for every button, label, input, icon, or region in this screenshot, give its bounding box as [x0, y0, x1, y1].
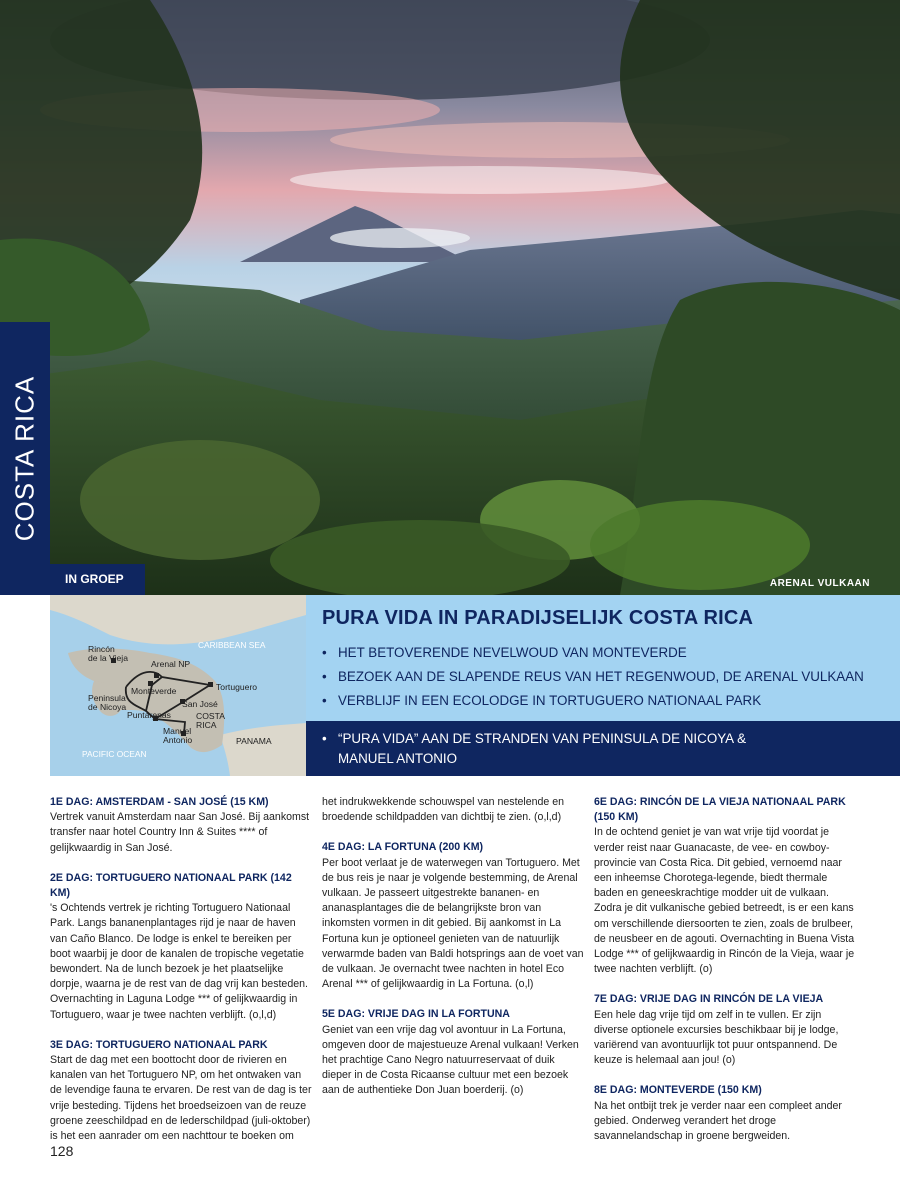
itinerary-day: [322, 840, 584, 992]
day-text: het indrukwekkende schouwspel van nestelende en broedende schildpadden van dichtbij te zien. (o,l,d): [322, 796, 565, 824]
map-label-arenal: Arenal NP: [151, 659, 191, 669]
highlight-item: • VERBLIJF IN EEN ECOLODGE IN TORTUGUERO NATIONAAL PARK: [322, 693, 762, 708]
map-label-sanjose: San José: [182, 699, 218, 709]
itinerary-day-continued: [322, 795, 584, 825]
day-title: 2E DAG: TORTUGUERO NATIONAAL PARK (142 KM): [50, 871, 292, 900]
day-title: 5E DAG: VRIJE DAG IN LA FORTUNA: [322, 1008, 510, 1021]
day-text: Geniet van een vrije dag vol avontuur in La Fortuna, omgeven door de majestueuze Arenal vulkaan! Verken het prachtige Cano Negro natuurreservaat of duik dieper in de Costa Ricaanse cultuur met een bezoek aan de authentieke Don Juan boerderij. (o): [322, 1023, 579, 1097]
map-label-rincon: Rincón de la Vieja: [88, 644, 128, 663]
day-text: Start de dag met een boottocht door de rivieren en kanalen van het Tortuguero NP, om het ontwaken van de levendige fauna te ervaren. De rest van de dag is ter vrije besteding. Tijdens het broedseizoen van de reuze groene zeeschildpad en de lederschildpad (juli-oktober) is het een aanrader om een nachttour te boeken om: [50, 1054, 312, 1143]
itinerary-day: [594, 992, 856, 1068]
map-label-tortuguero: Tortuguero: [216, 682, 258, 692]
map-label-monteverde: Monteverde: [131, 686, 177, 696]
map-label-caribbean: CARIBBEAN SEA: [198, 640, 266, 650]
itinerary-day: [322, 1007, 584, 1098]
day-title: 3E DAG: TORTUGUERO NATIONAAL PARK: [50, 1038, 268, 1051]
day-text: Vertrek vanuit Amsterdam naar San José. Bij aankomst transfer naar hotel Country Inn & Suites **** of gelijkwaardig in San José.: [50, 811, 310, 854]
map-label-panama: PANAMA: [236, 736, 272, 746]
highlight-item: • BEZOEK AAN DE SLAPENDE REUS VAN HET REGENWOUD, DE ARENAL VULKAAN: [322, 669, 864, 684]
map-label-puntarenas: Puntarenas: [127, 710, 171, 720]
map-label-nicoya: Peninsula de Nicoya: [88, 693, 127, 712]
itinerary-day: [50, 1038, 312, 1144]
side-tab-label: COSTA RICA: [9, 375, 40, 542]
itinerary-column-2: [322, 795, 584, 1114]
costa-rica-map-image: [50, 595, 306, 776]
itinerary-column-1: [50, 795, 312, 1159]
highlight-item: • “PURA VIDA” AAN DE STRANDEN VAN PENINSULA DE NICOYA & MANUEL ANTONIO: [322, 731, 747, 766]
itinerary-day: [50, 795, 312, 856]
day-text: Een hele dag vrije tijd om zelf in te vullen. Er zijn diverse optionele excursies beschikbaar bij je lodge, variërend van avontuurlijk tot puur ontspannend. De keuze is helemaal aan jou! (o): [594, 1008, 839, 1067]
map-label-manuel: Manuel Antonio: [163, 726, 193, 745]
trip-title: PURA VIDA IN PARADIJSELIJK COSTA RICA: [322, 607, 754, 629]
group-badge: IN GROEP: [50, 564, 145, 595]
highlight-item: • HET BETOVERENDE NEVELWOUD VAN MONTEVERDE: [322, 645, 687, 660]
day-title: 4E DAG: LA FORTUNA (200 KM): [322, 841, 484, 854]
day-text: In de ochtend geniet je van wat vrije tijd voordat je verder reist naar Guanacaste, de vee- en cowboy-provincie van Costa Rica. Dit gebied, vernoemd naar een inheemse Chorotega-legende, biedt thermale baden en geneeskrachtige modder uit de vulkaan. Zodra je dit vulkanische gebied betreedt, is er een kans om verschillende diersoorten te zien, zoals de brulbeer, de neusbeer en de agouti. Overnachting in Buena Vista Lodge *** of gelijkwaardig in Rincón de la Vieja, waar je twee nachten verblijft. (o): [594, 826, 855, 976]
day-title: 7E DAG: VRIJE DAG IN RINCÓN DE LA VIEJA: [594, 993, 824, 1006]
itinerary-day: [594, 795, 856, 977]
map-label-pacific: PACIFIC OCEAN: [82, 749, 147, 759]
itinerary-column-3: [594, 795, 856, 1159]
day-title: 8E DAG: MONTEVERDE (150 KM): [594, 1084, 762, 1097]
day-title: 6E DAG: RINCÓN DE LA VIEJA NATIONAAL PARK (150 KM): [594, 796, 846, 824]
side-tab: [0, 322, 50, 595]
day-title: 1E DAG: AMSTERDAM - SAN JOSÉ (15 KM): [50, 796, 269, 808]
day-text: Na het ontbijt trek je verder naar een compleet ander gebied. Onderweg verandert het droge savannelandschap in groene bergweiden.: [594, 1099, 842, 1143]
itinerary-day: [594, 1083, 856, 1144]
page-number: 128: [50, 1143, 74, 1159]
day-text: 's Ochtends vertrek je richting Tortuguero Nationaal Park. Langs bananenplantages rijd je naar de haven van Caño Blanco. De lodge is enkel te bereiken per boot waarbij je door de kanalen de tropische vegetatie bewondert. Na de lunch bezoek je het plaatselijke dorpje, waarna je de rest van de dag vrij kan besteden. Overnachting in Laguna Lodge *** of gelijkwaardig in Tortuguero, waar je twee nachten verblijft. (o,l,d): [50, 902, 308, 1021]
day-text: Per boot verlaat je de waterwegen van Tortuguero. Met de bus reis je naar je volgende bestemming, de Arenal vulkaan. Je passeert uitgestrekte bananen- en ananasplantages die de belangrijkste bron van inkomsten vormen in dit gebied. Bij aankomst in La Fortuna kun je optioneel genieten van de natuurlijk verwarmde baden van Baldi hotsprings aan de voet van de vulkaan. Je overnacht twee nachten in hotel Eco Arenal *** of gelijkwaardig in La Fortuna. (o,l): [322, 856, 584, 991]
photo-caption: ARENAL VULKAAN: [769, 578, 870, 589]
map-label-country: COSTA RICA: [196, 711, 225, 730]
itinerary-day: [50, 871, 312, 1023]
route-map: [50, 595, 306, 776]
